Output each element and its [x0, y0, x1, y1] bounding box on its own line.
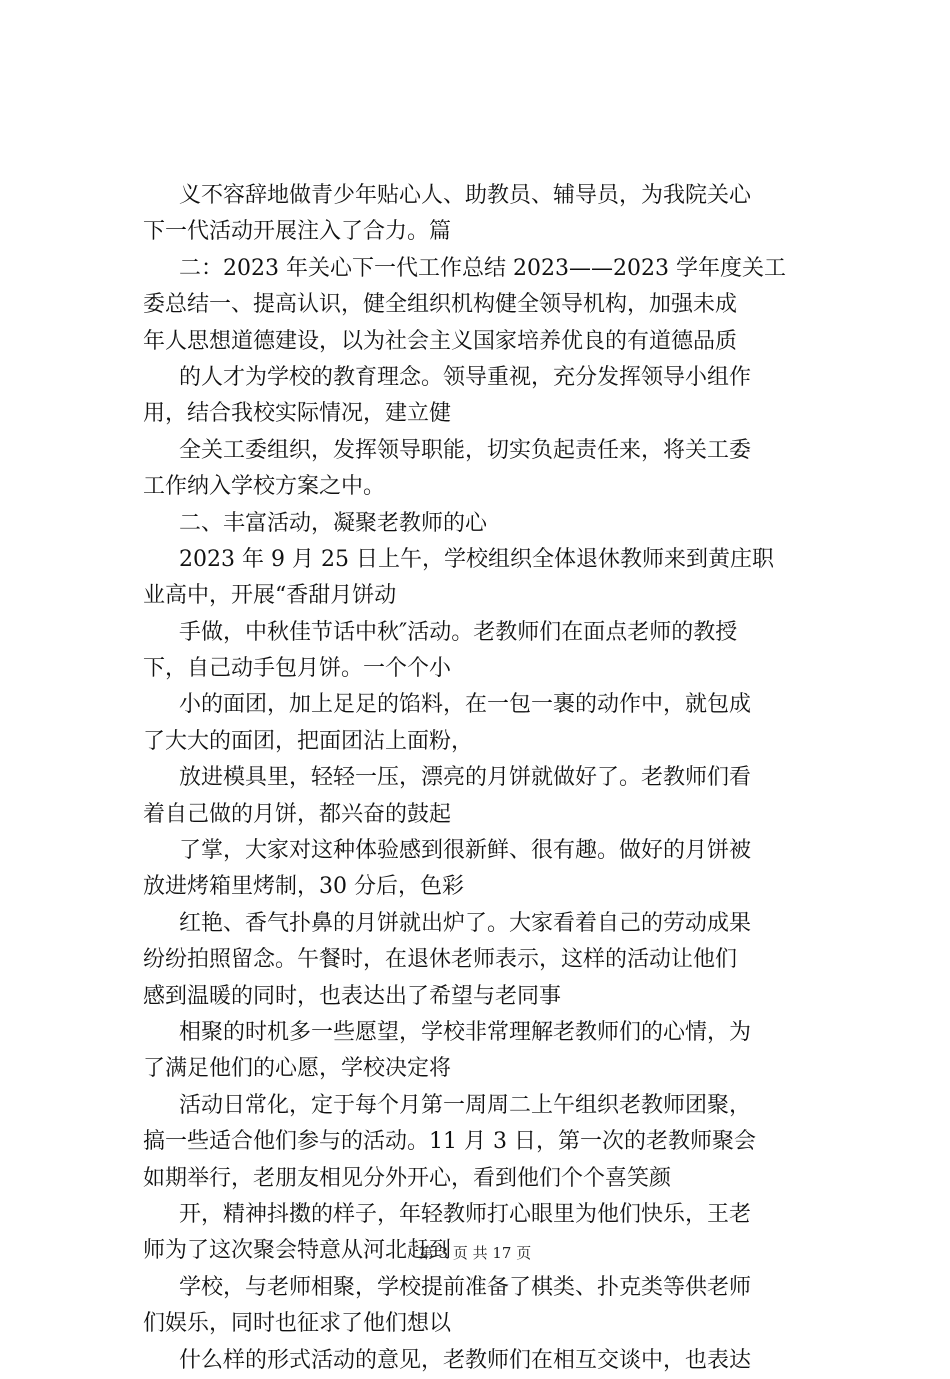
- text-line: 全关工委组织，发挥领导职能，切实负起责任来，将关工委: [179, 437, 752, 463]
- text-line: 们娱乐，同时也征求了他们想以: [143, 1311, 452, 1337]
- text-line: 纷纷拍照留念。午餐时，在退休老师表示，这样的活动让他们: [143, 947, 738, 973]
- text-line: 活动日常化，定于每个月第一周周二上午组织老教师团聚，: [179, 1092, 752, 1118]
- text-line: 红艳、香气扑鼻的月饼就出炉了。大家看着自己的劳动成果: [179, 910, 752, 936]
- text-line: 2023 年 9 月 25 日上午，学校组织全体退休教师来到黄庄职: [179, 546, 774, 572]
- text-line: 用，结合我校实际情况，建立健: [143, 401, 452, 427]
- text-line: 下一代活动开展注入了合力。篇: [143, 219, 452, 245]
- text-line: 感到温暖的同时，也表达出了希望与老同事: [143, 983, 562, 1009]
- text-line: 二、丰富活动，凝聚老教师的心: [179, 510, 488, 536]
- text-line: 手做，中秋佳节话中秋″活动。老教师们在面点老师的教授: [179, 619, 738, 645]
- text-line: 年人思想道德建设，以为社会主义国家培养优良的有道德品质: [143, 328, 738, 354]
- text-line: 业高中，开展“香甜月饼动: [143, 583, 397, 609]
- text-line: 学校，与老师相聚，学校提前准备了棋类、扑克类等供老师: [179, 1274, 752, 1300]
- text-line: 什么样的形式活动的意见，老教师们在相互交谈中，也表达: [179, 1347, 752, 1373]
- text-line: 委总结一、提高认识，健全组织机构健全领导机构，加强未成: [143, 292, 738, 318]
- text-line: 师为了这次聚会特意从河北赶到: [143, 1238, 452, 1264]
- text-line: 了满足他们的心愿，学校决定将: [143, 1056, 452, 1082]
- text-line: 着自己做的月饼，都兴奋的鼓起: [143, 801, 452, 827]
- text-line: 义不容辞地做青少年贴心人、助教员、辅导员，为我院关心: [179, 183, 752, 208]
- text-line: 的人才为学校的教育理念。领导重视，充分发挥领导小组作: [179, 364, 752, 390]
- text-line: 相聚的时机多一些愿望，学校非常理解老教师们的心情，为: [179, 1019, 752, 1045]
- text-line: 放进模具里，轻轻一压，漂亮的月饼就做好了。老教师们看: [179, 765, 752, 791]
- text-line: 下，自己动手包月饼。一个个小: [143, 656, 452, 682]
- text-line: 小的面团，加上足足的馅料，在一包一裹的动作中，就包成: [179, 692, 752, 718]
- page-number-footer: 第 3 页 共 17 页: [418, 1244, 532, 1262]
- document-body: [143, 178, 833, 1379]
- text-line: 二：2023 年关心下一代工作总结 2023——2023 学年度关工: [179, 255, 786, 281]
- text-line: 了掌，大家对这种体验感到很新鲜、很有趣。做好的月饼被: [179, 838, 752, 864]
- text-line: 搞一些适合他们参与的活动。11 月 3 日，第一次的老教师聚会: [143, 1129, 756, 1155]
- text-line: 如期举行，老朋友相见分外开心，看到他们个个喜笑颜: [143, 1165, 672, 1191]
- text-line: 放进烤箱里烤制，30 分后，色彩: [143, 874, 464, 900]
- text-line: 了大大的面团，把面团沾上面粉，: [143, 728, 474, 754]
- text-line: 开，精神抖擞的样子，年轻教师打心眼里为他们快乐，王老: [179, 1201, 752, 1227]
- text-line: 工作纳入学校方案之中。: [143, 474, 386, 500]
